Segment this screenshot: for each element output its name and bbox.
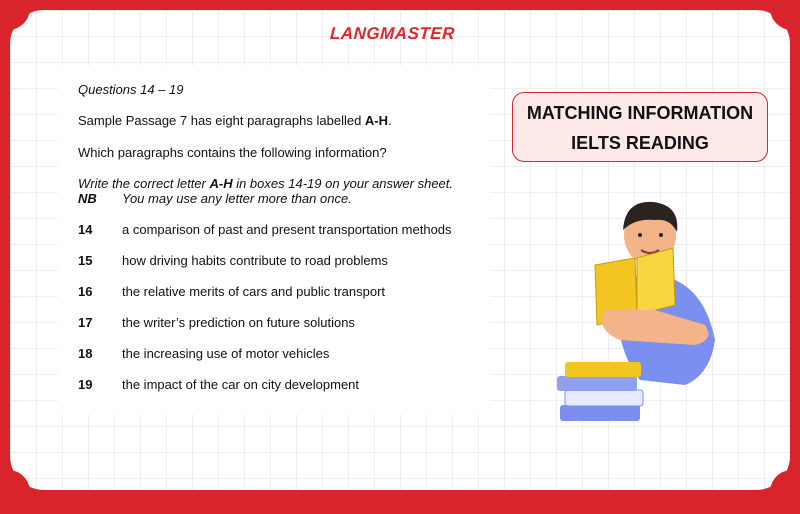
book-stack-icon <box>557 362 643 421</box>
badge-line2: IELTS READING <box>571 133 709 153</box>
badge-line1: MATCHING INFORMATION <box>526 103 754 123</box>
intro-text: Sample Passage 7 has eight paragraphs labelled A-H. <box>78 113 392 128</box>
question-document <box>58 66 490 414</box>
question-item: 15 how driving habits contribute to road problems <box>78 253 388 268</box>
brand-logo: LANGMASTER <box>329 24 456 43</box>
nb-note: NB You may use any letter more than once. <box>78 191 352 206</box>
question-item: 19 the impact of the car on city development <box>78 377 360 392</box>
question-item: 16 the relative merits of cars and public transport <box>78 284 386 299</box>
question-item: 18 the increasing use of motor vehicles <box>78 346 330 361</box>
questions-heading: Questions 14 – 19 <box>78 82 184 97</box>
title-badge <box>512 92 768 162</box>
instruction-text: Write the correct letter A-H in boxes 14-19 on your answer sheet. <box>78 176 454 191</box>
question-text: Which paragraphs contains the following information? <box>78 145 387 160</box>
corner-decoration <box>770 470 800 514</box>
question-item: 17 the writer’s prediction on future solutions <box>78 315 355 330</box>
question-item: 14 a comparison of past and present transportation methods <box>78 222 452 237</box>
reading-student-illustration <box>545 190 745 435</box>
